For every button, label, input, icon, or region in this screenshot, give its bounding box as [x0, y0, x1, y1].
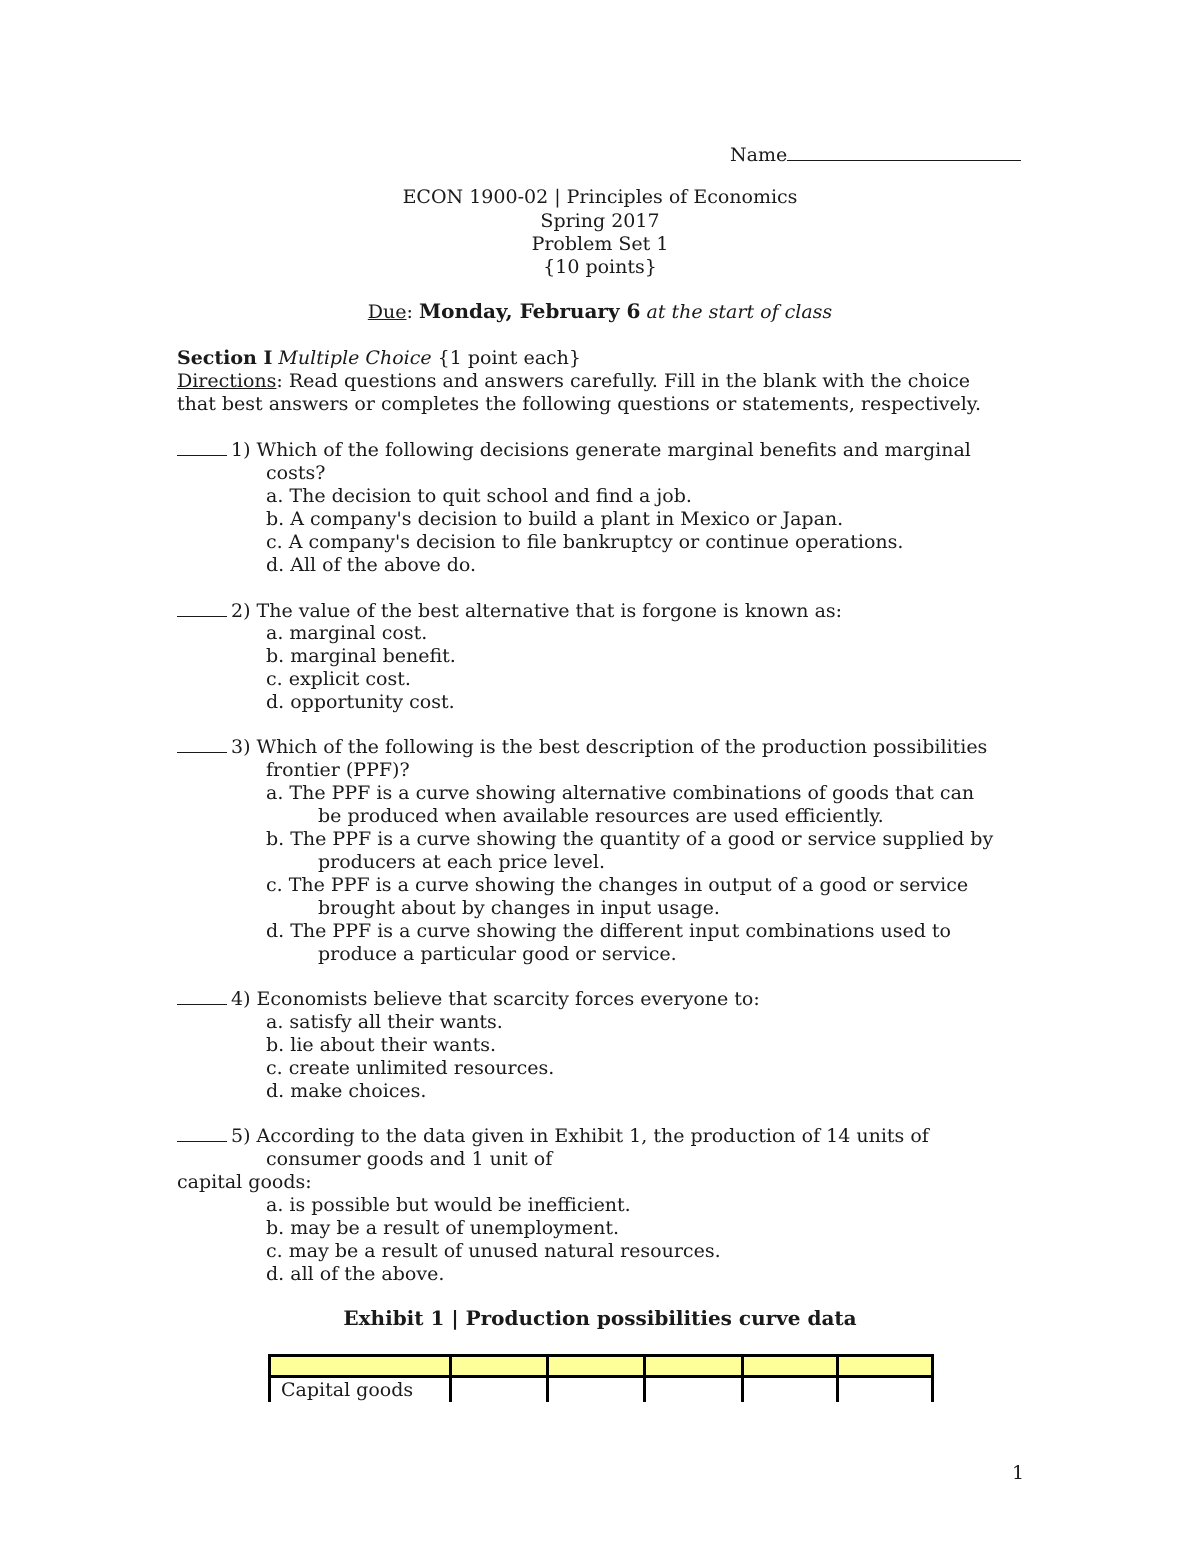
name-blank[interactable]: [787, 142, 1021, 161]
due-date: Monday, February 6: [418, 299, 641, 323]
table-cell: [743, 1356, 838, 1377]
question-1-stem: 1) Which of the following decisions generate marginal benefits and marginal: [231, 439, 971, 461]
question-3-option-a-cont: be produced when available resources are used efficiently.: [318, 805, 884, 827]
question-3: [177, 736, 987, 759]
capital-goods-label: Capital goods: [270, 1377, 451, 1403]
table-cell: [451, 1356, 548, 1377]
question-5-option-b: b. may be a result of unemployment.: [266, 1217, 620, 1239]
table-cell: [270, 1356, 451, 1377]
due-line: [0, 300, 1200, 324]
question-2-option-a: a. marginal cost.: [266, 622, 428, 644]
section-points: {1 point each}: [437, 347, 582, 369]
table-cell: [645, 1377, 743, 1403]
answer-blank-3[interactable]: [177, 736, 227, 753]
section-title: Section I: [177, 347, 273, 369]
question-5-stem-cont-2: capital goods:: [177, 1171, 312, 1193]
question-5-option-a: a. is possible but would be inefficient.: [266, 1194, 631, 1216]
question-5-option-c: c. may be a result of unused natural resources.: [266, 1240, 721, 1262]
due-time: at the start of class: [646, 301, 833, 323]
question-1-option-b: b. A company's decision to build a plant in Mexico or Japan.: [266, 508, 844, 530]
question-2-option-d: d. opportunity cost.: [266, 691, 455, 713]
answer-blank-4[interactable]: [177, 988, 227, 1005]
question-3-option-c: c. The PPF is a curve showing the changes in output of a good or service: [266, 874, 969, 896]
question-3-option-b-cont: producers at each price level.: [318, 851, 605, 873]
question-3-option-b: b. The PPF is a curve showing the quantity of a good or service supplied by: [266, 828, 994, 850]
name-field[interactable]: [730, 142, 1021, 167]
table-cell: [548, 1377, 645, 1403]
due-label: Due: [367, 301, 407, 323]
question-4-option-a: a. satisfy all their wants.: [266, 1011, 503, 1033]
table-row: [270, 1377, 933, 1403]
answer-blank-1[interactable]: [177, 439, 227, 456]
total-points: {10 points}: [543, 256, 657, 278]
table-cell: [743, 1377, 838, 1403]
question-4-option-d: d. make choices.: [266, 1080, 427, 1102]
table-cell: [548, 1356, 645, 1377]
question-3-stem: 3) Which of the following is the best description of the production possibilities: [231, 736, 988, 758]
exhibit-title: Exhibit 1 | Production possibilities curve data: [343, 1306, 857, 1330]
section-subtitle: Multiple Choice: [278, 347, 432, 369]
page-number: 1: [1012, 1462, 1025, 1484]
question-2-option-b: b. marginal benefit.: [266, 645, 456, 667]
exhibit-header-row: [270, 1356, 933, 1377]
question-1-stem-cont: costs?: [266, 462, 326, 484]
table-cell: [838, 1356, 933, 1377]
table-cell: [451, 1377, 548, 1403]
question-2-option-c: c. explicit cost.: [266, 668, 411, 690]
directions-label: Directions: [177, 370, 277, 392]
question-5-stem: 5) According to the data given in Exhibit 1, the production of 14 units of: [231, 1125, 929, 1147]
question-4-option-c: c. create unlimited resources.: [266, 1057, 555, 1079]
question-2-stem: 2) The value of the best alternative that is forgone is known as:: [231, 600, 843, 622]
question-3-stem-cont: frontier (PPF)?: [266, 759, 410, 781]
table-cell: [838, 1377, 933, 1403]
directions-text-1: : Read questions and answers carefully. Fill in the blank with the choice: [276, 370, 970, 392]
table-cell: [645, 1356, 743, 1377]
question-3-option-c-cont: brought about by changes in input usage.: [318, 897, 720, 919]
directions-line-1: [177, 370, 970, 393]
term: Spring 2017: [540, 210, 660, 232]
question-3-option-a: a. The PPF is a curve showing alternative combinations of goods that can: [266, 782, 975, 804]
answer-blank-5[interactable]: [177, 1125, 227, 1142]
question-1-option-a: a. The decision to quit school and find a job.: [266, 485, 692, 507]
course-title: ECON 1900-02 | Principles of Economics: [402, 186, 798, 208]
assignment-title: Problem Set 1: [531, 233, 669, 255]
exhibit-table: [268, 1354, 934, 1402]
question-1-option-c: c. A company's decision to file bankruptcy or continue operations.: [266, 531, 904, 553]
question-5: [177, 1125, 929, 1148]
question-5-stem-cont: consumer goods and 1 unit of: [266, 1148, 553, 1170]
due-colon: :: [406, 301, 413, 323]
question-4-stem: 4) Economists believe that scarcity forces everyone to:: [231, 988, 760, 1010]
answer-blank-2[interactable]: [177, 600, 227, 617]
name-label: Name: [730, 144, 788, 166]
question-4-option-b: b. lie about their wants.: [266, 1034, 497, 1056]
question-4: [177, 988, 760, 1011]
section-header: [177, 347, 581, 370]
question-3-option-d-cont: produce a particular good or service.: [318, 943, 677, 965]
question-3-option-d: d. The PPF is a curve showing the different input combinations used to: [266, 920, 951, 942]
question-1-option-d: d. All of the above do.: [266, 554, 477, 576]
question-5-option-d: d. all of the above.: [266, 1263, 445, 1285]
question-1: [177, 439, 971, 462]
directions-line-2: that best answers or completes the following questions or statements, respectively.: [177, 393, 982, 415]
question-2: [177, 600, 842, 623]
